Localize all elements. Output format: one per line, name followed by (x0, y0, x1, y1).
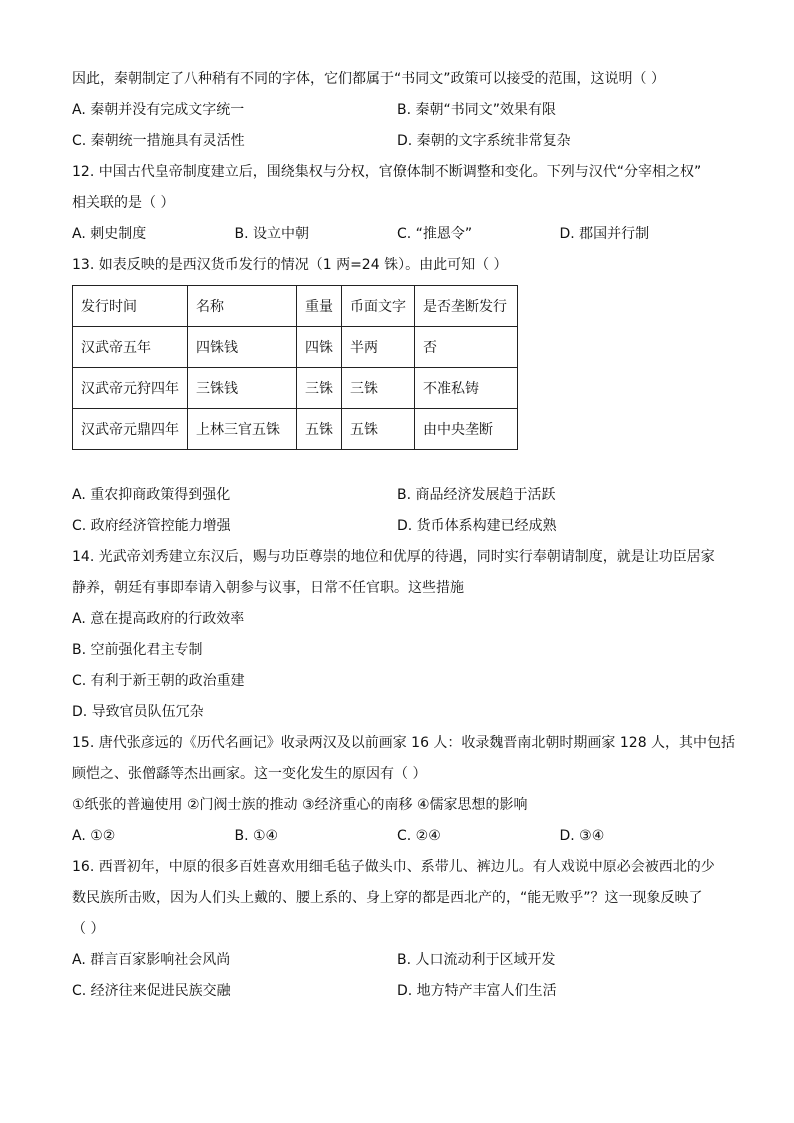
q12-option-c[interactable]: C. “推恩令” (397, 226, 473, 242)
table-cell: 三铢 (297, 368, 342, 409)
q13-stem: 13. 如表反映的是西汉货币发行的情况（1 两=24 铢）。由此可知（ ） (72, 257, 508, 273)
table-cell: 四铢 (297, 327, 342, 368)
q13-option-b[interactable]: B. 商品经济发展趋于活跃 (397, 487, 556, 503)
table-cell: 半两 (342, 327, 415, 368)
table-row (73, 409, 518, 450)
table-header-cell: 币面文字 (342, 286, 415, 327)
table-header-cell: 是否垄断发行 (415, 286, 518, 327)
table-cell: 三铢 (342, 368, 415, 409)
q11-options-row2 (72, 126, 722, 157)
table-header-row (73, 286, 518, 327)
q13-options-row2 (72, 511, 722, 542)
q16-options-row2 (72, 976, 722, 1007)
q13-option-c[interactable]: C. 政府经济管控能力增强 (72, 518, 231, 534)
q11-stem: 因此，秦朝制定了八种稍有不同的字体，它们都属于“书同文”政策可以接受的范围，这说明（ ） (72, 71, 665, 87)
table-cell: 汉武帝五年 (73, 327, 188, 368)
table-cell: 三铢钱 (188, 368, 297, 409)
q12-stem-line1: 12. 中国古代皇帝制度建立后，围绕集权与分权，官僚体制不断调整和变化。下列与汉代“分宰相之权” (72, 164, 702, 180)
table-cell: 由中央垄断 (415, 409, 518, 450)
q11-option-b[interactable]: B. 秦朝“书同文”效果有限 (397, 102, 557, 118)
q13-option-a[interactable]: A. 重农抑商政策得到强化 (72, 487, 231, 503)
q12-option-b[interactable]: B. 设立中朝 (234, 226, 310, 242)
table-cell: 五铢 (342, 409, 415, 450)
table-cell: 否 (415, 327, 518, 368)
table-cell: 五铢 (297, 409, 342, 450)
table-cell: 汉武帝元鼎四年 (73, 409, 188, 450)
exam-page (72, 64, 736, 1007)
q12-stem-line2: 相关联的是（ ） (72, 195, 175, 211)
q12-option-a[interactable]: A. 刺史制度 (72, 226, 147, 242)
table-cell: 上林三官五铢 (188, 409, 297, 450)
q14-stem-line2: 静养，朝廷有事即奉请入朝参与议事，日常不任官职。这些措施 (72, 580, 464, 596)
q15-stem-line2: 顾恺之、张僧繇等杰出画家。这一变化发生的原因有（ ） (72, 766, 427, 782)
q13-option-d[interactable]: D. 货币体系构建已经成熟 (397, 518, 557, 534)
q16-option-a[interactable]: A. 群言百家影响社会风尚 (72, 952, 231, 968)
q15-option-c[interactable]: C. ②④ (397, 828, 441, 844)
q16-options-row1 (72, 945, 722, 976)
table-cell: 不准私铸 (415, 368, 518, 409)
q13-options-row1 (72, 480, 722, 511)
q14-stem-line1: 14. 光武帝刘秀建立东汉后，赐与功臣尊崇的地位和优厚的待遇，同时实行奉朝请制度，就是让功臣居家 (72, 549, 715, 565)
q15-options (72, 821, 722, 852)
q14-option-c[interactable]: C. 有利于新王朝的政治重建 (72, 673, 245, 689)
q11-option-d[interactable]: D. 秦朝的文字系统非常复杂 (397, 133, 571, 149)
q16-stem-line1: 16. 西晋初年，中原的很多百姓喜欢用细毛毡子做头巾、系带儿、裤边儿。有人戏说中原必会被西北的少 (72, 859, 715, 875)
q12-options (72, 219, 722, 250)
q15-option-a[interactable]: A. ①② (72, 828, 116, 844)
q16-option-b[interactable]: B. 人口流动利于区域开发 (397, 952, 556, 968)
q14-option-d[interactable]: D. 导致官员队伍冗杂 (72, 704, 204, 720)
table-header-cell: 发行时间 (73, 286, 188, 327)
table-header-cell: 重量 (297, 286, 342, 327)
q16-option-c[interactable]: C. 经济往来促进民族交融 (72, 983, 231, 999)
table-cell: 汉武帝元狩四年 (73, 368, 188, 409)
q15-option-b[interactable]: B. ①④ (234, 828, 279, 844)
q11-options-row1 (72, 95, 722, 126)
q16-option-d[interactable]: D. 地方特产丰富人们生活 (397, 983, 557, 999)
table-row (73, 327, 518, 368)
q14-option-b[interactable]: B. 空前强化君主专制 (72, 642, 203, 658)
q16-stem-line2: 数民族所击败，因为人们头上戴的、腰上系的、身上穿的都是西北产的，“能无败乎”？这一现象反映了 (72, 890, 703, 906)
q11-option-a[interactable]: A. 秦朝并没有完成文字统一 (72, 102, 245, 118)
coin-issuance-table (72, 285, 518, 450)
q11-option-c[interactable]: C. 秦朝统一措施具有灵活性 (72, 133, 245, 149)
q12-option-d[interactable]: D. 郡国并行制 (559, 226, 650, 242)
q14-option-a[interactable]: A. 意在提高政府的行政效率 (72, 611, 245, 627)
q15-stem-line1: 15. 唐代张彦远的《历代名画记》收录两汉及以前画家 16 人：收录魏晋南北朝时期画家 128 人，其中包括 (72, 735, 736, 751)
table-header-cell: 名称 (188, 286, 297, 327)
table-cell: 四铢钱 (188, 327, 297, 368)
q15-option-d[interactable]: D. ③④ (559, 828, 605, 844)
q16-stem-line3: （ ） (72, 921, 105, 937)
table-row (73, 368, 518, 409)
q15-statements: ①纸张的普遍使用 ②门阀士族的推动 ③经济重心的南移 ④儒家思想的影响 (72, 797, 528, 813)
